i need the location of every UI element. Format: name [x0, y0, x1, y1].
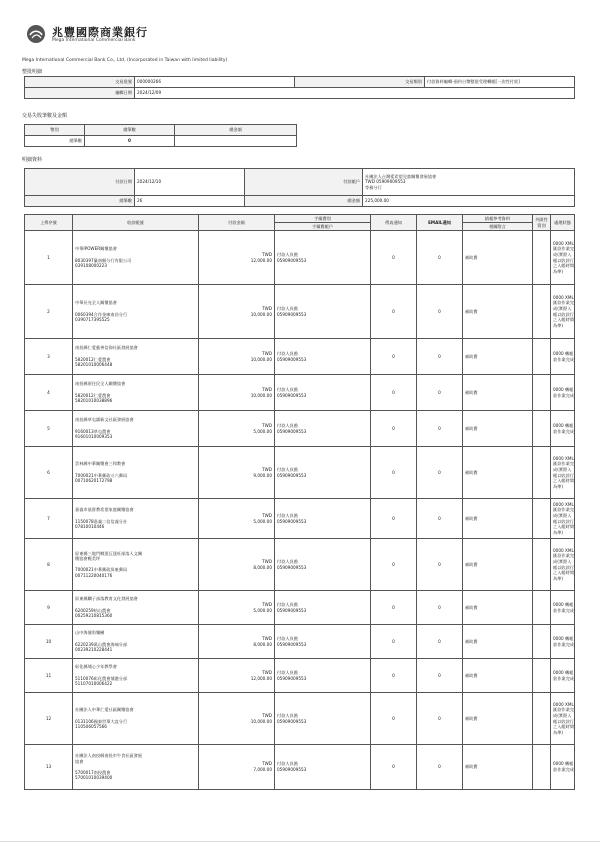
row-status: 0000 XML 匯款作業完 成(實際入 帳以收款行 之入帳時間 為準): [551, 499, 575, 539]
row-amount: TWD 12,000.00: [199, 659, 275, 693]
date-value: 2024/12/09: [135, 88, 575, 99]
col-amount: 付款金額: [199, 215, 275, 231]
pay-date-label: 付款日期: [25, 169, 135, 196]
row-ref: 補助費: [463, 447, 533, 499]
row-ref: 補助費: [463, 591, 533, 625]
row-seq: 5: [25, 411, 73, 447]
row-fax: 0: [371, 659, 417, 693]
row-fax: 0: [371, 693, 417, 745]
table-row: [25, 447, 575, 499]
row-status: 0000 轉帳 款作業完成: [551, 411, 575, 447]
row-fax: 0: [371, 539, 417, 591]
row-fax: 0: [371, 625, 417, 659]
failed-header-count: 總筆數: [85, 125, 175, 136]
pay-date-value: 2024/12/10: [135, 169, 245, 196]
row-payee: 社團法人中華仁愛社區關懷協會 0131106國泰世華大直分行 110506057566: [73, 693, 199, 745]
table-row: [25, 539, 575, 591]
row-fx: [533, 447, 551, 499]
row-status: 0000 XML 匯款作業完 成(實際入 帳以收款行 之入帳時間 為準): [551, 285, 575, 339]
col-payee: 收款帳號: [73, 215, 199, 231]
row-payee: 社團法人南投縣南投市牛食社區發展 協會 5700017南投農會 57001010039400: [73, 745, 199, 790]
row-amount: TWD 10,000.00: [199, 375, 275, 411]
row-payee: 中華長光全人關懷協會 0060394合作金庫南昌分行 0390717395525: [73, 285, 199, 339]
row-seq: 11: [25, 659, 73, 693]
row-email: 0: [417, 339, 463, 375]
col-ref-top: 銷帳參考資料: [463, 215, 533, 223]
row-seq: 9: [25, 591, 73, 625]
row-ref: 補助費: [463, 411, 533, 447]
section-title-overview: 整批明細: [22, 69, 43, 75]
table-row: [25, 745, 575, 790]
failed-header-currency: 幣別: [25, 125, 85, 136]
count-value: 26: [135, 196, 245, 207]
row-fx: [533, 745, 551, 790]
col-fee-top: 手續費別: [275, 215, 371, 223]
row-amount: TWD 10,000.00: [199, 285, 275, 339]
bank-logo: [26, 24, 286, 48]
row-amount: TWD 5,000.00: [199, 499, 275, 539]
row-status: 0000 轉帳 款作業完成: [551, 659, 575, 693]
section-title-details: 明細資料: [22, 157, 43, 163]
failed-table: [24, 124, 297, 147]
row-fee: 付款人負擔 05909009553: [275, 375, 371, 411]
row-ref: 補助費: [463, 625, 533, 659]
table-row: [25, 339, 575, 375]
row-payee: 屏東縣麟子部落教育文化發展協會 6200259枋山農會 00259210815360: [73, 591, 199, 625]
row-status: 0000 XML 匯款作業完 成(實際入 帳以收款行 之入帳時間 為準): [551, 231, 575, 285]
row-amount: TWD 8,000.00: [199, 625, 275, 659]
row-status: 0000 轉帳 款作業完成: [551, 339, 575, 375]
table-row: [25, 231, 575, 285]
row-fax: 0: [371, 339, 417, 375]
row-seq: 13: [25, 745, 73, 790]
row-amount: TWD 12,000.00: [199, 231, 275, 285]
row-ref: 補助費: [463, 539, 533, 591]
row-fx: [533, 339, 551, 375]
row-fx: [533, 591, 551, 625]
row-seq: 4: [25, 375, 73, 411]
row-email: 0: [417, 285, 463, 339]
row-payee: 嘉義市基督教希望家庭關懷協會 1150078嘉義二信信義分社 07810010446: [73, 499, 199, 539]
row-fee: 付款人負擔 05909009553: [275, 693, 371, 745]
row-status: 0000 XML 匯款作業完 成(實際入 帳以收款行 之入帳時間 為準): [551, 539, 575, 591]
row-ref: 補助費: [463, 339, 533, 375]
row-fee: 付款人負擔 05909009553: [275, 231, 371, 285]
page-edge: [0, 841, 600, 843]
row-seq: 10: [25, 625, 73, 659]
table-row: [25, 375, 575, 411]
col-fee-bottom: 手續費帳戶: [275, 223, 371, 231]
row-fax: 0: [371, 285, 417, 339]
row-amount: TWD 5,000.00: [199, 411, 275, 447]
row-fax: 0: [371, 375, 417, 411]
bank-logo-icon: [26, 24, 46, 44]
row-fee: 付款人負擔 05909009553: [275, 411, 371, 447]
row-fx: [533, 375, 551, 411]
row-ref: 補助費: [463, 231, 533, 285]
table-row: [25, 659, 575, 693]
row-status: 0000 轉帳 款作業完成: [551, 375, 575, 411]
batch-label: 交易批號: [25, 77, 135, 88]
table-row: [25, 693, 575, 745]
row-seq: 1: [25, 231, 73, 285]
row-fax: 0: [371, 745, 417, 790]
row-payee: 中華IPOWER關懷協會 8030397臺南縣分行有限公司 039108000223: [73, 231, 199, 285]
row-fee: 付款人負擔 05909009553: [275, 499, 371, 539]
row-seq: 6: [25, 447, 73, 499]
row-payee: 雲林縣中華關懷會三和教會 7000021中華郵政斗六郵局 00710620172798: [73, 447, 199, 499]
company-line: Mega International Commercial Bank Co., Ltd. (Incorporated in Taiwan with limited liability): [22, 58, 228, 63]
col-ref-bottom: 相關附言: [463, 223, 533, 231]
row-email: 0: [417, 499, 463, 539]
row-email: 0: [417, 447, 463, 499]
row-email: 0: [417, 411, 463, 447]
row-fx: [533, 411, 551, 447]
row-seq: 8: [25, 539, 73, 591]
row-email: 0: [417, 231, 463, 285]
row-amount: TWD 7,000.00: [199, 745, 275, 790]
row-fx: [533, 231, 551, 285]
row-fee: 付款人負擔 05909009553: [275, 745, 371, 790]
row-email: 0: [417, 659, 463, 693]
row-email: 0: [417, 625, 463, 659]
table-row: [25, 625, 575, 659]
row-email: 0: [417, 693, 463, 745]
row-seq: 7: [25, 499, 73, 539]
account-value: 社團法人台灣愛希望兒童關懷發展協會 TWD 05909009553 苓雅分行: [363, 169, 575, 196]
row-email: 0: [417, 375, 463, 411]
row-seq: 12: [25, 693, 73, 745]
row-ref: 補助費: [463, 693, 533, 745]
detail-summary-table: [24, 168, 575, 207]
table-row: [25, 411, 575, 447]
type-value: 付款資料編輯-預約台幣整批受理轉帳[一次性付款]: [425, 77, 575, 88]
col-seq: 上傳序號: [25, 215, 73, 231]
row-fx: [533, 499, 551, 539]
row-fax: 0: [371, 591, 417, 625]
row-amount: TWD 5,000.00: [199, 591, 275, 625]
count-label: 總筆數: [25, 196, 135, 207]
bank-name-cn: 兆豐國際商業銀行: [52, 26, 148, 39]
col-email: EMAIL通知: [417, 215, 463, 231]
row-payee: 山中海號角樂團 6220239萬山農會海端分部 00239210228441: [73, 625, 199, 659]
row-ref: 補助費: [463, 659, 533, 693]
table-row: [25, 285, 575, 339]
row-amount: TWD 9,000.00: [199, 447, 275, 499]
row-status: 0000 XML 匯款作業完 成(實際入 帳以收款行 之入帳時間 為準): [551, 447, 575, 499]
row-fx: [533, 539, 551, 591]
row-ref: 補助費: [463, 499, 533, 539]
row-status: 0000 XML 匯款作業完 成(實際入 帳以收款行 之入帳時間 為準): [551, 693, 575, 745]
row-fax: 0: [371, 447, 417, 499]
failed-row-label: 總筆數: [25, 136, 85, 147]
row-payee: 南投縣仁愛慈善信仰社區發展協會 5820012仁愛農會 58201010006448: [73, 339, 199, 375]
total-label: 總金額: [245, 196, 363, 207]
row-status: 0000 轉帳 款作業完成: [551, 625, 575, 659]
row-fee: 付款人負擔 05909009553: [275, 625, 371, 659]
col-status: 處理狀態: [551, 215, 575, 231]
detail-table: [24, 214, 575, 790]
row-fx: [533, 693, 551, 745]
row-fee: 付款人負擔 05909009553: [275, 339, 371, 375]
row-payee: 南投縣原住民全人關懷協會 5820012仁愛農會 58201010038896: [73, 375, 199, 411]
col-notify: 傳真通知: [371, 215, 417, 231]
table-row: [25, 591, 575, 625]
row-amount: TWD 10,000.00: [199, 339, 275, 375]
row-fee: 付款人負擔 05909009553: [275, 447, 371, 499]
row-status: 0000 轉帳 款作業完成: [551, 745, 575, 790]
failed-row-count: 0: [85, 136, 175, 147]
row-ref: 補助費: [463, 285, 533, 339]
batch-value: 000000266: [135, 77, 295, 88]
row-amount: TWD 10,000.00: [199, 693, 275, 745]
row-payee: 屏東縣三地門鄉達瓦達旺部落人文關 懷協會輕美坪 7000021中華郵政屏東郵局 00711220040176: [73, 539, 199, 591]
section-title-failed: 交易失敗筆數及金額: [22, 113, 68, 119]
row-fax: 0: [371, 411, 417, 447]
type-label: 交易類別: [295, 77, 425, 88]
row-fee: 付款人負擔 05909009553: [275, 285, 371, 339]
row-fx: [533, 625, 551, 659]
account-label: 付款帳戶: [245, 169, 363, 196]
row-seq: 3: [25, 339, 73, 375]
row-email: 0: [417, 591, 463, 625]
row-status: 0000 轉帳 款作業完成: [551, 591, 575, 625]
failed-row-amount: [175, 136, 297, 147]
row-fax: 0: [371, 231, 417, 285]
row-fx: [533, 659, 551, 693]
failed-header-amount: 總金額: [175, 125, 297, 136]
row-payee: 彰化縣埔心少年教學會 5110076彰化農會埔港分部 51107010006422: [73, 659, 199, 693]
col-fx: 外匯性質別: [533, 215, 551, 231]
row-seq: 2: [25, 285, 73, 339]
row-fee: 付款人負擔 05909009553: [275, 539, 371, 591]
row-ref: 補助費: [463, 375, 533, 411]
date-label: 編輯日期: [25, 88, 135, 99]
row-amount: TWD 8,000.00: [199, 539, 275, 591]
total-value: 225,000.00: [363, 196, 575, 207]
row-fax: 0: [371, 499, 417, 539]
row-fee: 付款人負擔 05909009553: [275, 591, 371, 625]
row-email: 0: [417, 745, 463, 790]
table-row: [25, 499, 575, 539]
row-fx: [533, 285, 551, 339]
overview-table: [24, 76, 575, 99]
row-ref: 補助費: [463, 745, 533, 790]
row-fee: 付款人負擔 05909009553: [275, 659, 371, 693]
bank-name-en: Mega International Commercial Bank: [52, 38, 136, 43]
row-payee: 南投縣草屯鎮新文社區發展協會 9160013草屯農會 91601010009353: [73, 411, 199, 447]
row-email: 0: [417, 539, 463, 591]
